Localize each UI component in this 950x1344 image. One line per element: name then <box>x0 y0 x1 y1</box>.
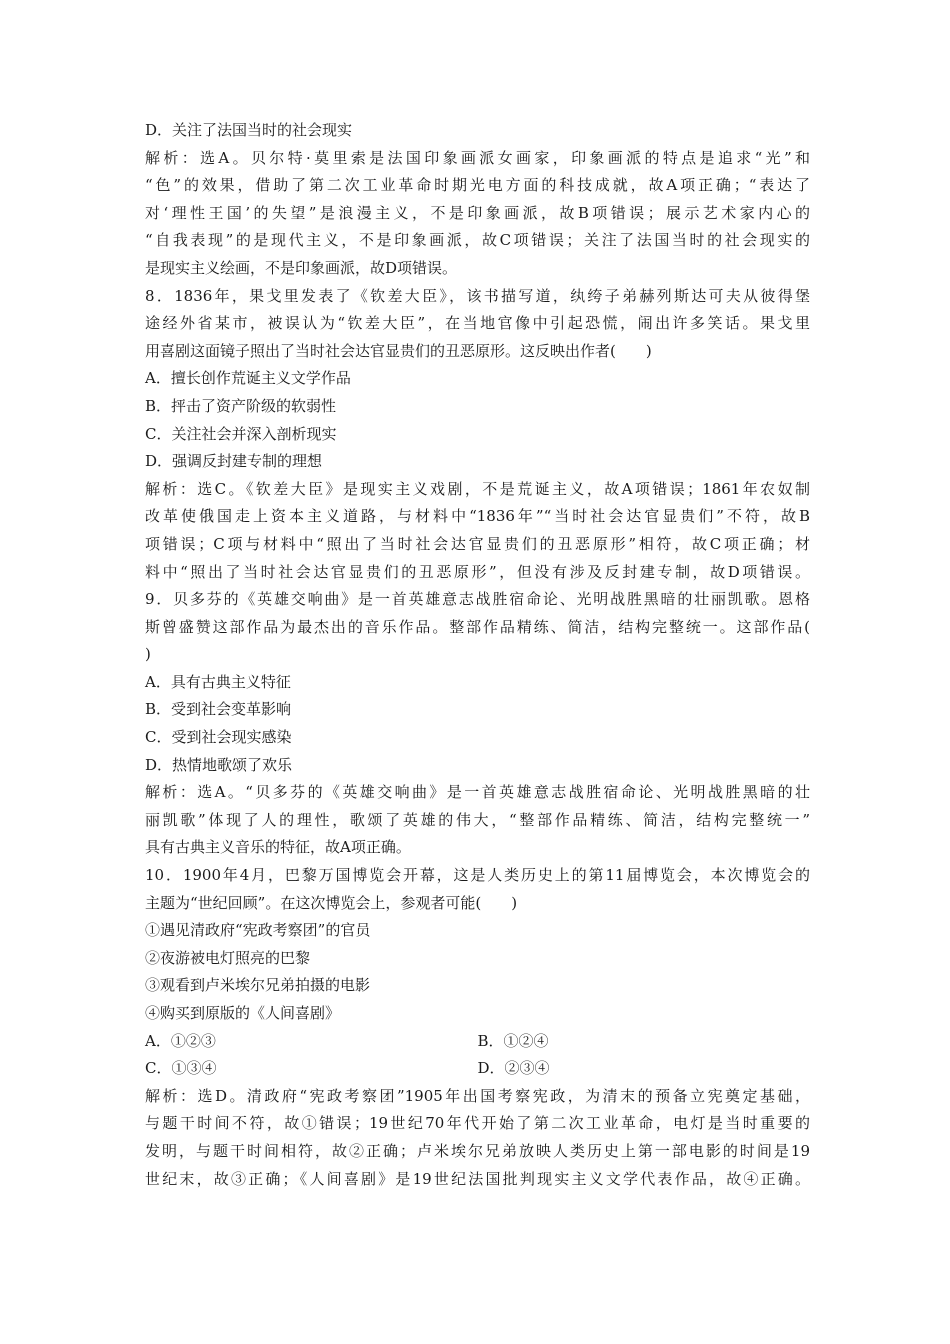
q9-option-c[interactable]: C．受到社会现实感染 <box>145 728 292 747</box>
q7-analysis-line: 对‘理性王国’的失望”是浪漫主义，不是印象画派，故B项错误；展示艺术家内心的 <box>145 203 810 222</box>
q10-analysis-line: 与题干时间不符，故①错误；19世纪70年代开始了第二次工业革命，电灯是当时重要的 <box>145 1114 810 1133</box>
q10-stem-line: 10．1900年4月，巴黎万国博览会开幕，这是人类历史上的第11届博览会，本次博览会的 <box>145 866 810 885</box>
document-page <box>145 117 810 1193</box>
q8-analysis-line: 项错误；C项与材料中“照出了当时社会达官显贵们的丑恶原形”相符，故C项正确；材 <box>145 534 810 553</box>
q8-stem-line: 8．1836年，果戈里发表了《钦差大臣》，该书描写道，纨绔子弟赫列斯达可夫从彼得堡 <box>145 286 810 305</box>
q10-option-d[interactable]: D．②③④ <box>477 1059 550 1078</box>
q7-analysis-line: “自我表现”的是现代主义，不是印象画派，故C项错误；关注了法国当时的社会现实的 <box>145 231 810 250</box>
q8-stem-line: 用喜剧这面镜子照出了当时社会达官显贵们的丑恶原形。这反映出作者( ) <box>145 341 652 360</box>
q8-analysis <box>145 476 810 586</box>
q10-option-c[interactable]: C．①③④ <box>145 1059 217 1078</box>
q8-options <box>145 365 810 475</box>
q9-analysis-line: 丽凯歌”体现了人的理性，歌颂了英雄的伟大，“整部作品精练、简洁，结构完整统一” <box>145 810 810 829</box>
q9-analysis-line: 解析：选A。“贝多芬的《英雄交响曲》是一首英雄意志战胜宿命论、光明战胜黑暗的壮 <box>145 783 810 802</box>
q10-analysis <box>145 1083 810 1193</box>
q10-analysis-line: 发明，与题干时间相符，故②正确；卢米埃尔兄弟放映人类历史上第一部电影的时间是19 <box>145 1141 810 1160</box>
q9-analysis-line: 具有古典主义音乐的特征，故A项正确。 <box>145 838 411 857</box>
q10-options-row <box>145 1028 810 1056</box>
q7-analysis <box>145 145 810 283</box>
q9-analysis <box>145 779 810 862</box>
q10-item-2: ②夜游被电灯照亮的巴黎 <box>145 948 311 967</box>
q9-stem-line: ) <box>145 645 151 664</box>
q9-option-a[interactable]: A．具有古典主义特征 <box>145 672 291 691</box>
q9-option-b[interactable]: B．受到社会变革影响 <box>145 700 292 719</box>
q10-analysis-line: 解析：选D。清政府“宪政考察团”1905年出国考察宪政，为清末的预备立宪奠定基础， <box>145 1086 810 1105</box>
q9-stem-line: 斯曾盛赞这部作品为最杰出的音乐作品。整部作品精练、简洁，结构完整统一。这部作品( <box>145 617 810 636</box>
q9-stem <box>145 586 810 669</box>
q8-option-b[interactable]: B．抨击了资产阶级的软弱性 <box>145 396 337 415</box>
q8-option-d[interactable]: D．强调反封建专制的理想 <box>145 452 323 471</box>
q8-analysis-line: 料中“照出了当时社会达官显贵们的丑恶原形”，但没有涉及反封建专制，故D项错误。 <box>145 562 810 581</box>
q9-options <box>145 669 810 779</box>
q9-option-d[interactable]: D．热情地歌颂了欢乐 <box>145 755 293 774</box>
q10-options <box>145 1028 810 1083</box>
q10-stem <box>145 862 810 917</box>
q8-stem <box>145 283 810 366</box>
q9-stem-line: 9．贝多芬的《英雄交响曲》是一首英雄意志战胜宿命论、光明战胜黑暗的壮丽凯歌。恩格 <box>145 590 810 609</box>
q10-item-4: ④购买到原版的《人间喜剧》 <box>145 1004 341 1022</box>
q10-options-row <box>145 1055 810 1083</box>
q10-stem-line: 主题为“世纪回顾”。在这次博览会上，参观者可能( ) <box>145 893 518 912</box>
q10-item-3: ③观看到卢米埃尔兄弟拍摄的电影 <box>145 976 371 995</box>
q10-option-a[interactable]: A．①②③ <box>145 1031 216 1050</box>
q8-option-c[interactable]: C．关注社会并深入剖析现实 <box>145 424 337 443</box>
q10-item-1: ①遇见清政府“宪政考察团”的官员 <box>145 921 371 940</box>
q10-analysis-line: 世纪末，故③正确；《人间喜剧》是19世纪法国批判现实主义文学代表作品，故④正确。 <box>145 1169 810 1188</box>
q10-option-b[interactable]: B．①②④ <box>477 1031 549 1050</box>
q8-analysis-line: 改革使俄国走上资本主义道路，与材料中“1836年”“当时社会达官显贵们”不符，故B <box>145 507 810 526</box>
q8-option-a[interactable]: A．擅长创作荒诞主义文学作品 <box>145 369 351 388</box>
q7-analysis-line: “色”的效果，借助了第二次工业革命时期光电方面的科技成就，故A项正确；“表达了 <box>145 176 810 195</box>
q10-items <box>145 917 810 1027</box>
q7-analysis-line: 是现实主义绘画，不是印象画派，故D项错误。 <box>145 258 458 277</box>
q8-analysis-line: 解析：选C。《钦差大臣》是现实主义戏剧，不是荒诞主义，故A项错误；1861年农奴制 <box>145 479 810 498</box>
q7-analysis-line: 解析：选A。贝尔特·莫里索是法国印象画派女画家，印象画派的特点是追求“光”和 <box>145 148 810 167</box>
q8-stem-line: 途经外省某市，被误认为“钦差大臣”，在当地官像中引起恐慌，闹出许多笑话。果戈里 <box>145 314 810 333</box>
q7-option-d[interactable]: D．关注了法国当时的社会现实 <box>145 121 353 139</box>
